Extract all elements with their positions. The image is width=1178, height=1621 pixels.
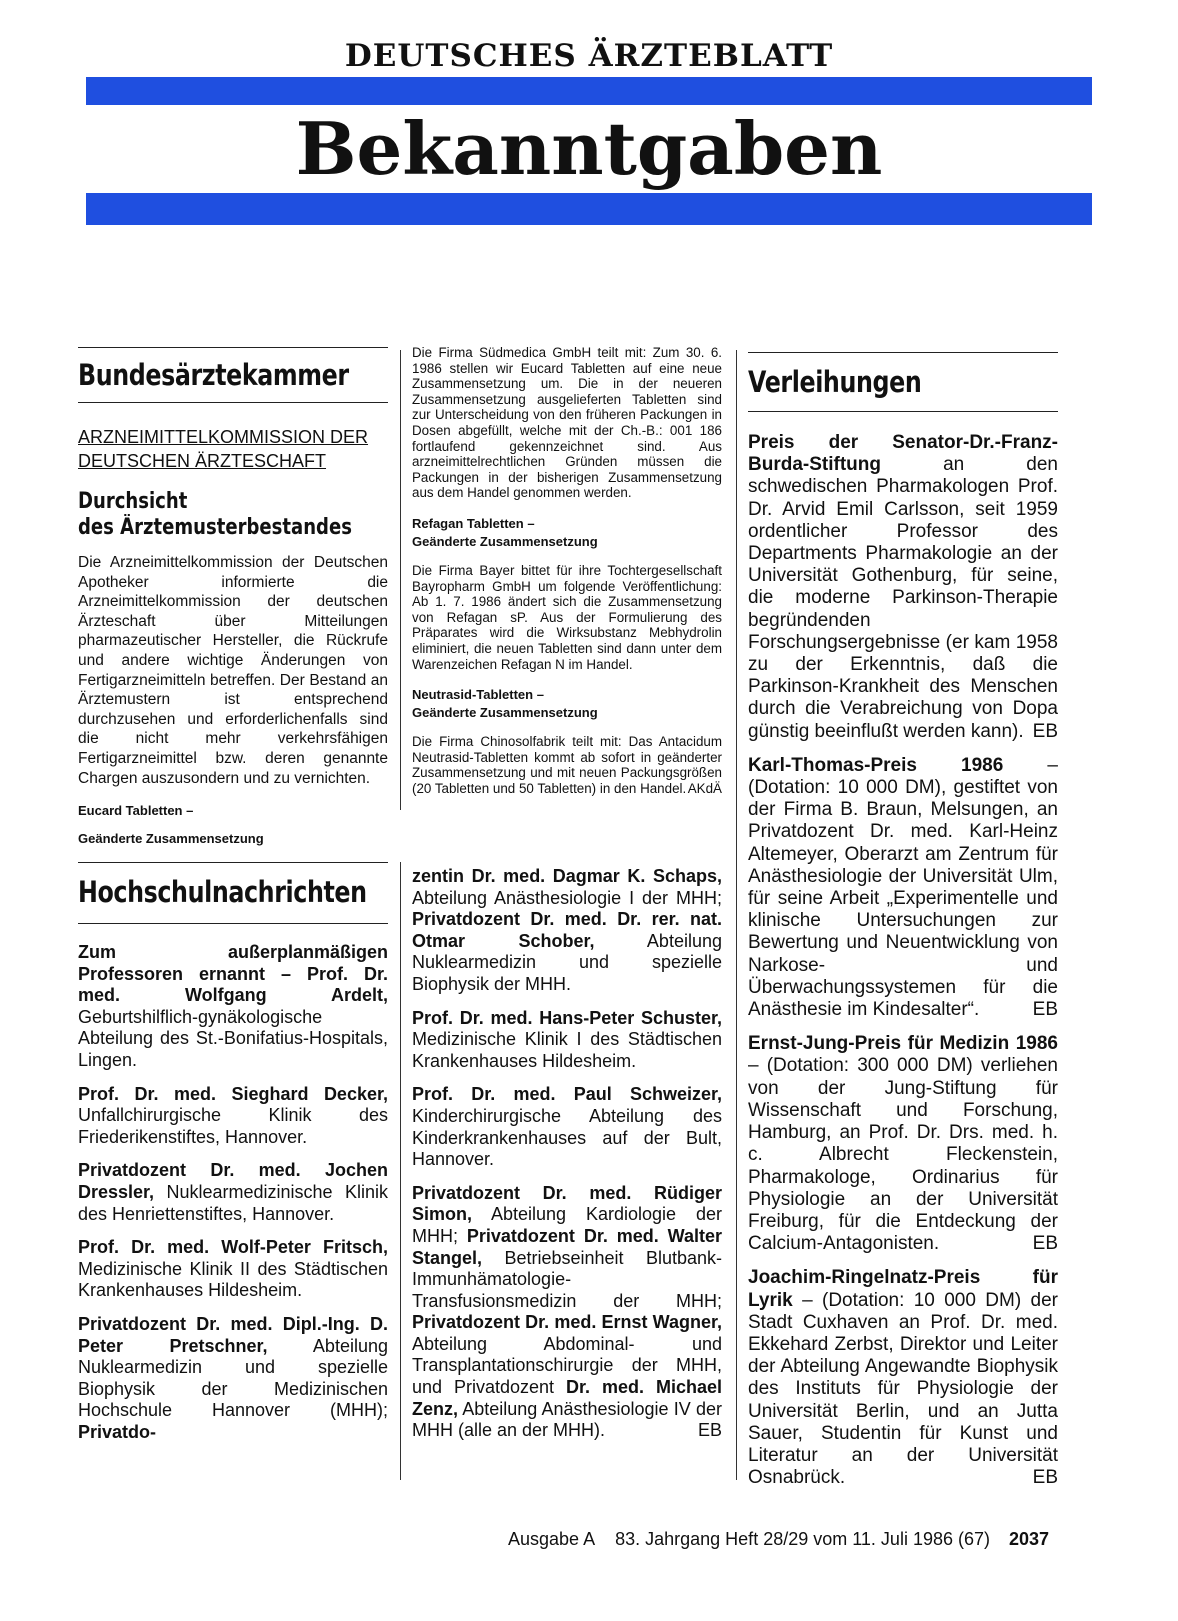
notice-heading-line: Geänderte Zusammensetzung <box>412 705 598 721</box>
column-divider <box>400 862 401 1480</box>
masthead-band-top <box>86 77 1092 105</box>
entry-name: Privatdo- <box>78 1421 157 1442</box>
news-entry <box>78 942 388 1072</box>
notice-paragraph <box>412 734 722 796</box>
award-entry <box>748 1267 1058 1489</box>
page-footer <box>508 1529 1088 1550</box>
kicker-line: DEUTSCHEN ÄRZTESCHAFT <box>78 451 327 471</box>
entry-name: Prof. Dr. med. Wolf-Peter Fritsch, <box>78 1237 388 1258</box>
entry-text: Abteilung Anästhesiologie IV der MHH (alle an der MHH). <box>412 1398 722 1441</box>
product-notices <box>412 345 722 796</box>
award-text: an den schwedischen Pharmakologen Prof. Dr. Arvid Emil Carlsson, seit 1959 ordentlicher Professor des Departments Pharmakologie an der Universität Gothenburg, für seine, die moderne Parkinson-Therapie begründenden Forschungsergebnisse (er kam 1958 zu der Erkenntnis, daß die Parkinson-Krankheit des Menschen durch die Verabreichung von Dopa günstig beeinflußt werden kann). <box>748 454 1058 742</box>
footer-edition: Ausgabe A <box>508 1529 596 1549</box>
notice-paragraph: Die Firma Südmedica GmbH teilt mit: Zum 30. 6. 1986 stellen wir Eucard Tabletten auf eine neue Zusammensetzung um. Die in der neueren Zusammensetzung ausgelieferten Tabletten sind zur Unterscheidung von den früheren Packungen in Dosen abgefüllt, welche mit der Ch.-B.: 001 186 fortlaufend gekennzeichnet sind. Aus arzneimittelrechtlichen Gründen müssen die Packungen in der bisherigen Zusammensetzung aus dem Handel genommen werden. <box>412 345 722 501</box>
author-signature: EB <box>1032 720 1058 742</box>
category-heading: Verleihungen <box>748 365 922 399</box>
news-entry <box>412 1084 722 1170</box>
notice-heading-line: Geänderte Zusammensetzung <box>412 533 598 549</box>
section-rule <box>78 402 388 403</box>
category-heading: Hochschulnachrichten <box>78 875 367 909</box>
award-name: Preis der Senator-Dr.-Franz-Burda-Stiftung <box>748 432 1058 476</box>
item-subtitle: Geänderte Zusammensetzung <box>78 831 264 847</box>
award-name: Karl-Thomas-Preis 1986 <box>748 754 1004 776</box>
entry-name: Privatdozent Dr. med. Ernst Wagner, <box>412 1312 722 1333</box>
news-entry <box>412 1008 722 1073</box>
notice-heading-line: Refagan Tabletten – <box>412 515 535 531</box>
entry-text: Abteilung Kardiologie der MHH; <box>412 1204 722 1246</box>
entry-text: Abteilung Anästhesiologie I der MHH; <box>412 887 722 908</box>
award-name: Ernst-Jung-Preis für Medizin 1986 <box>748 1033 1058 1055</box>
author-signature: EB <box>697 1420 722 1441</box>
entry-text: Kinderchirurgische Abteilung des Kinderkrankenhauses auf der Bult, Hannover. <box>412 1105 722 1170</box>
entry-name: Prof. Dr. med. Paul Schweizer, <box>412 1084 722 1105</box>
award-entry <box>748 432 1058 743</box>
item-title: Eucard Tabletten – <box>78 803 194 819</box>
entry-text: Nuklearmedizinische Klinik des Henriettenstiftes, Hannover. <box>78 1181 388 1224</box>
news-entry <box>412 1183 722 1442</box>
entry-text: Betriebseinheit Blutbank-Immunhämatologie-Transfusionsmedizin der MHH; <box>412 1247 722 1311</box>
section-title: Bekanntgaben <box>295 106 883 191</box>
award-text: – (Dotation: 10 000 DM) der Stadt Cuxhaven an Prof. Dr. med. Ekkehard Zerbst, Direktor und Leiter der Abteilung Angewandte Biophysik des Instituts für Physiologie der Universität Berlin, und an Jutta Sauer, Studentin für Kunst und Literatur an der Universität Osnabrück. <box>748 1289 1058 1489</box>
entry-name: Privatdozent Dr. med. Rüdiger Simon, <box>412 1182 722 1225</box>
entry-name: Dr. med. Michael Zenz, <box>412 1377 722 1419</box>
author-signature: AKdÄ <box>687 780 722 796</box>
news-entry <box>412 866 722 996</box>
bundesaerztekammer-section <box>78 347 388 848</box>
entry-name: Privatdozent Dr. med. Walter Stangel, <box>412 1225 722 1268</box>
hochschulnachrichten-section <box>78 862 388 1455</box>
entry-name: Prof. Dr. med. Hans-Peter Schuster, <box>412 1007 722 1028</box>
entry-text: Medizinische Klinik II des Städtischen Krankenhauses Hildesheim. <box>78 1258 388 1301</box>
entry-text: Abteilung Nuklearmedizin und spezielle Biophysik der MHH. <box>412 930 722 994</box>
entry-name: Zum außerplanmäßigen Professoren ernannt – Prof. Dr. med. Wolfgang Ardelt, <box>78 942 388 1006</box>
kicker-line: ARZNEIMITTELKOMMISSION DER <box>78 427 369 447</box>
section-rule <box>78 862 388 863</box>
award-entry <box>748 755 1058 1021</box>
entry-name: Privatdozent Dr. med. Dipl.-Ing. D. Peter Pretschner, <box>78 1313 388 1356</box>
award-text: – (Dotation: 10 000 DM), gestiftet von der Firma B. Braun, Melsungen, an Privatdozent Dr. med. Karl-Heinz Altemeyer, Oberarzt am Zentrum für Anästhesiologie der Universität Ulm, für seine Arbeit „Experimentelle und klinische Untersuchungen zur Bewertung und Neuentwicklung von Narkose- und Überwachungssystemen für die Anästhesie im Kindesalter“. <box>748 754 1058 1021</box>
author-signature: EB <box>1032 1233 1058 1255</box>
category-heading: Bundesärztekammer <box>78 358 349 392</box>
notice-heading <box>412 686 722 722</box>
news-entry <box>78 1237 388 1302</box>
entry-name: zentin Dr. med. Dagmar K. Schaps, <box>412 866 722 886</box>
page-number: 2037 <box>1009 1529 1050 1549</box>
section-rule <box>748 352 1058 353</box>
entry-text: Medizinische Klinik I des Städtischen Krankenhauses Hildesheim. <box>412 1029 722 1071</box>
entry-name: Prof. Dr. med. Sieghard Decker, <box>78 1083 388 1104</box>
column-divider <box>400 350 401 810</box>
kicker <box>78 425 388 473</box>
notice-paragraph: Die Firma Bayer bittet für ihre Tochtergesellschaft Bayropharm GmbH um folgende Veröffentlichung: Ab 1. 7. 1986 ändert sich die Zusammensetzung von Refagan sP. Aus der Formulierung des Präparates wird die Wirksubstanz Mebhydrolin eliminiert, die neuen Tabletten sind dann unter dem Warenzeichen Refagan N im Handel. <box>412 562 722 672</box>
award-text: – (Dotation: 300 000 DM) verliehen von der Jung-Stiftung für Wissenschaft und Forschung, Hamburg, an Prof. Dr. Drs. med. h. c. Albrecht Fleckenstein, Pharmakologe, Ordinarius für Physiologie an der Universität Freiburg, für die Entdeckung der Calcium-Antagonisten. <box>748 1055 1058 1255</box>
hochschulnachrichten-continued <box>412 866 722 1454</box>
masthead-band-bottom <box>86 193 1092 225</box>
entry-name: Privatdozent Dr. med. Dr. rer. nat. Otmar Schober, <box>412 909 722 951</box>
section-rule <box>78 923 388 924</box>
award-entry <box>748 1033 1058 1255</box>
entry-text: Abteilung Nuklearmedizin und spezielle Biophysik der Medizinischen Hochschule Hannover (MHH); <box>78 1335 388 1421</box>
entry-text: Unfallchirurgische Klinik des Friederikenstiftes, Hannover. <box>78 1105 388 1147</box>
column-divider <box>736 350 737 1480</box>
notice-heading-line: Neutrasid-Tabletten – <box>412 687 544 703</box>
award-name: Joachim-Ringelnatz-Preis für Lyrik <box>748 1267 1058 1311</box>
entry-text: Abteilung Abdominal- und Transplantationschirurgie der MHH, und Privatdozent <box>412 1333 722 1398</box>
entry-name: Privatdozent Dr. med. Jochen Dressler, <box>78 1160 388 1202</box>
section-rule <box>748 411 1058 412</box>
notice-heading <box>412 515 722 551</box>
author-signature: EB <box>1032 1467 1058 1489</box>
article-heading <box>78 489 388 541</box>
article-heading-line: Durchsicht <box>78 489 188 514</box>
notice-text: Die Firma Chinosolfabrik teilt mit: Das Antacidum Neutrasid-Tabletten kommt ab sofort in geänderter Zusammensetzung und mit neuen Packungsgrößen (20 Tabletten und 50 Tabletten) in den Handel. <box>412 734 722 796</box>
news-entry <box>78 1084 388 1149</box>
verleihungen-section <box>748 352 1058 1501</box>
author-signature: EB <box>1032 999 1058 1021</box>
footer-issue: 83. Jahrgang Heft 28/29 vom 11. Juli 1986 (67) <box>615 1529 990 1549</box>
magazine-title: DEUTSCHES ÄRZTEBLATT <box>344 38 834 74</box>
article-heading-line: des Ärztemusterbestandes <box>78 515 352 540</box>
article-body: Die Arzneimittelkommission der Deutschen Apotheker informierte die Arzneimittelkommission der deutschen Ärzteschaft über Mitteilungen pharmazeutischer Hersteller, die Rückrufe und andere wichtige Änderungen von Fertigarzneimitteln betreffen. Der Bestand an Ärztemustern ist entsprechend durchzusehen und erforderlichenfalls sind die nicht mehr verkehrsfähigen Fertigarzneimittel bzw. deren genannte Chargen auszusondern und zu vernichten. <box>78 554 388 787</box>
news-entry <box>78 1314 388 1444</box>
news-entry <box>78 1160 388 1225</box>
entry-text: Geburtshilflich-gynäkologische Abteilung des St.-Bonifatius-Hospitals, Lingen. <box>78 1006 388 1070</box>
section-rule <box>78 347 388 348</box>
